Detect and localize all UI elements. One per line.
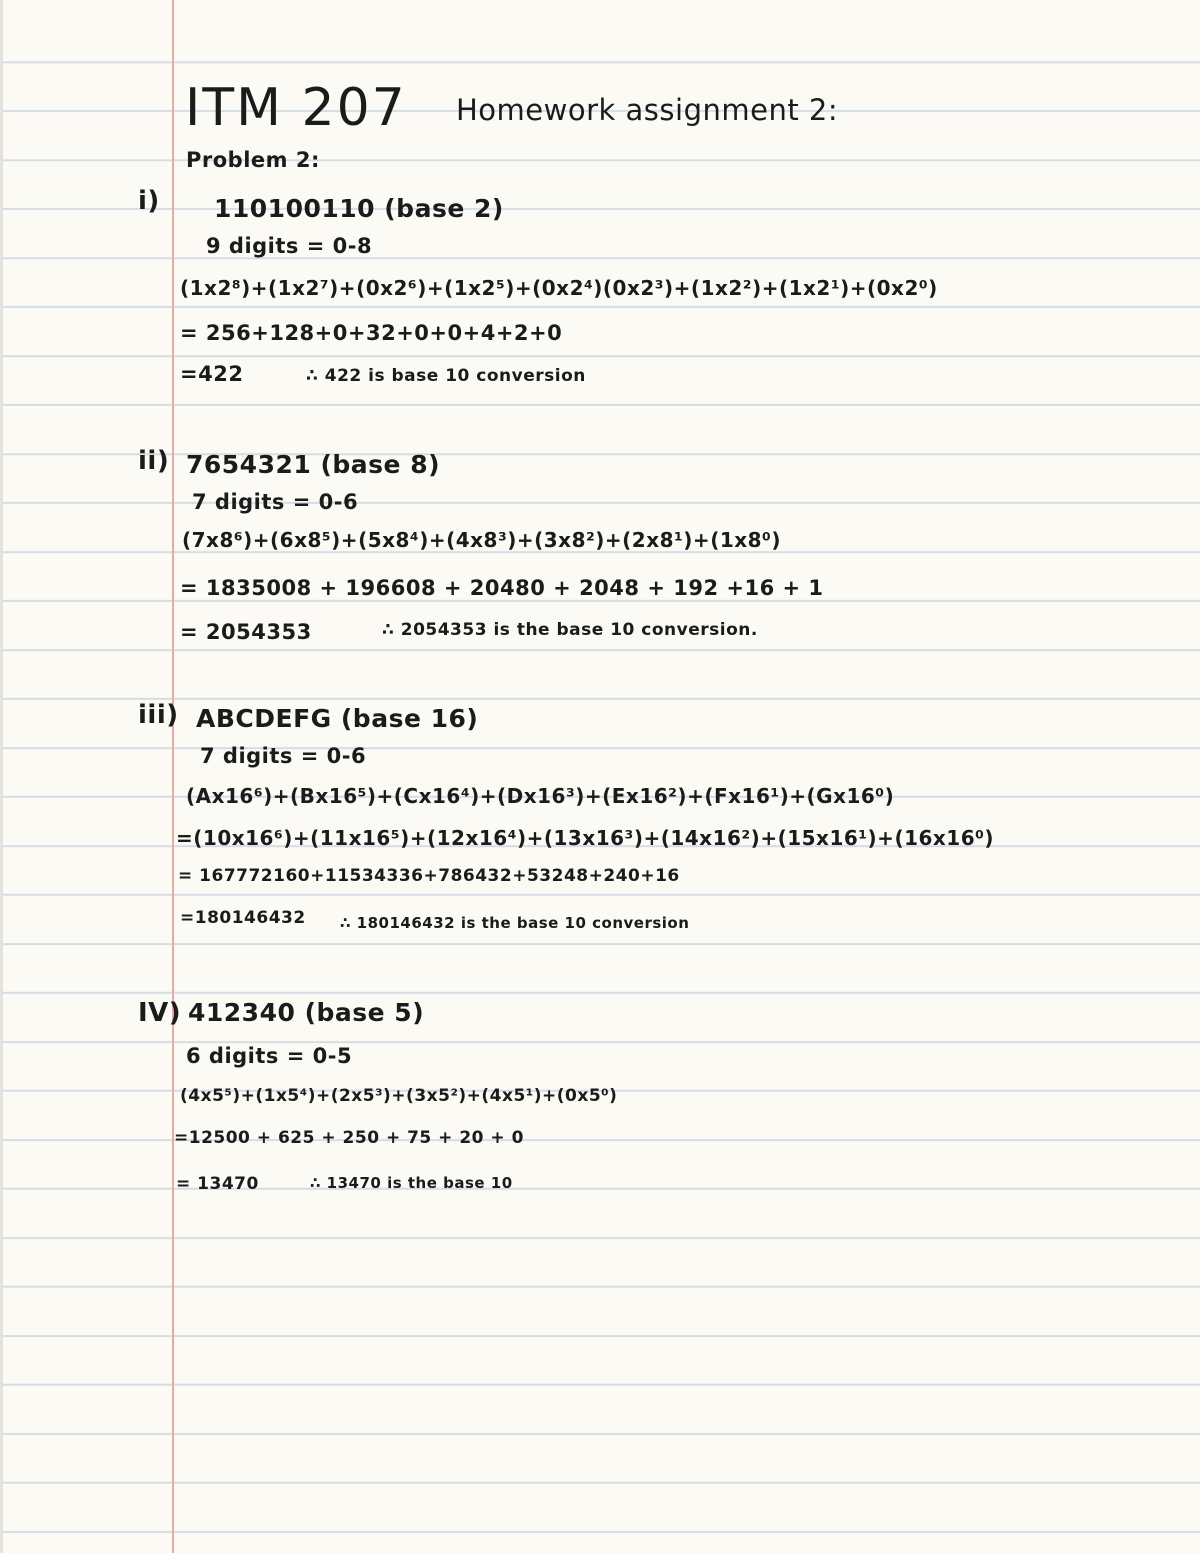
part-iv-digits: 6 digits = 0-5 — [186, 1044, 353, 1068]
part-i-marker: i) — [138, 186, 160, 216]
part-i-heading: 110100110 (base 2) — [214, 194, 504, 223]
page-edge — [0, 0, 3, 1553]
part-iii-marker: iii) — [138, 700, 179, 730]
part-ii-heading: 7654321 (base 8) — [186, 450, 441, 479]
part-ii-sum: = 1835008 + 196608 + 20480 + 2048 + 192 +16 + 1 — [180, 576, 824, 600]
part-iii-sum: = 167772160+11534336+786432+53248+240+16 — [178, 866, 680, 886]
part-iii-expansion-decimal: =(10x16⁶)+(11x16⁵)+(12x16⁴)+(13x16³)+(14x16²)+(15x16¹)+(16x16⁰) — [176, 826, 995, 850]
part-ii-result: = 2054353 — [180, 620, 312, 644]
part-ii-expansion: (7x8⁶)+(6x8⁵)+(5x8⁴)+(4x8³)+(3x8²)+(2x8¹)+(1x8⁰) — [182, 528, 781, 552]
part-iv-sum: =12500 + 625 + 250 + 75 + 20 + 0 — [174, 1128, 524, 1148]
part-iv-heading: 412340 (base 5) — [188, 998, 425, 1027]
part-i-result: =422 — [180, 362, 244, 386]
problem-label: Problem 2: — [186, 148, 320, 172]
part-iv-conclusion: ∴ 13470 is the base 10 — [310, 1174, 513, 1192]
margin-line — [172, 0, 174, 1553]
part-iii-conclusion: ∴ 180146432 is the base 10 conversion — [340, 914, 690, 932]
part-iv-expansion: (4x5⁵)+(1x5⁴)+(2x5³)+(3x5²)+(4x5¹)+(0x5⁰) — [180, 1086, 618, 1106]
course-title: ITM 207 — [185, 78, 407, 138]
part-i-expansion: (1x2⁸)+(1x2⁷)+(0x2⁶)+(1x2⁵)+(0x2⁴)(0x2³)+(1x2²)+(1x2¹)+(0x2⁰) — [180, 276, 938, 300]
part-iii-expansion: (Ax16⁶)+(Bx16⁵)+(Cx16⁴)+(Dx16³)+(Ex16²)+(Fx16¹)+(Gx16⁰) — [186, 784, 895, 808]
part-i-sum: = 256+128+0+32+0+0+4+2+0 — [180, 321, 563, 345]
part-ii-marker: ii) — [138, 446, 170, 476]
part-iii-result: =180146432 — [180, 908, 306, 928]
part-iii-heading: ABCDEFG (base 16) — [196, 704, 479, 733]
part-iv-marker: IV) — [138, 998, 182, 1028]
part-i-conclusion: ∴ 422 is base 10 conversion — [306, 366, 586, 386]
part-iii-digits: 7 digits = 0-6 — [200, 744, 367, 768]
assignment-title: Homework assignment 2: — [456, 93, 839, 127]
part-i-digits: 9 digits = 0-8 — [206, 234, 373, 258]
part-ii-digits: 7 digits = 0-6 — [192, 490, 359, 514]
part-ii-conclusion: ∴ 2054353 is the base 10 conversion. — [382, 620, 758, 640]
part-iv-result: = 13470 — [176, 1174, 259, 1194]
